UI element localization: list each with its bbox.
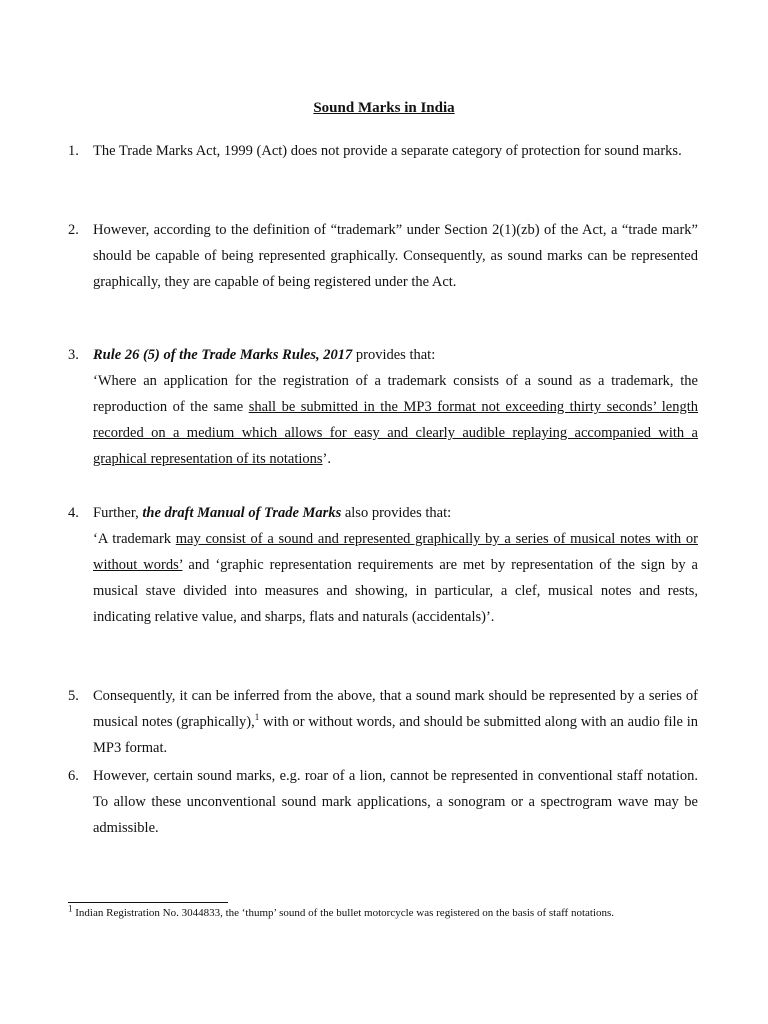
item-quote xyxy=(93,368,698,472)
item-lead xyxy=(93,342,698,368)
quote-text: ‘A trademark xyxy=(93,531,176,547)
lead-pre: Further, xyxy=(93,505,143,521)
item-quote xyxy=(93,526,698,630)
footnote-reference: 1 xyxy=(254,712,260,723)
list-item-6 xyxy=(68,763,698,841)
list-item-2 xyxy=(68,217,698,295)
item-lead xyxy=(93,500,698,526)
item-body xyxy=(93,683,698,761)
item-text: Consequently, it can be inferred from the above, that a sound mark should be represented by a series of musical notes (graphically), xyxy=(93,688,698,730)
quote-end: and ‘graphic representation requirements are met by representation of the sign by a musical stave divided into measures and showing, in particular, a clef, musical notes and rests, indicating relative value, and sharps, flats and naturals (accidentals)’. xyxy=(93,557,698,625)
rule-citation: Rule 26 (5) of the Trade Marks Rules, 2017 xyxy=(93,347,353,363)
quote-underlined: shall be submitted in the MP3 format not exceeding thirty seconds’ length recorded on a medium which allows for easy and clearly audible replaying accompanied with a graphical representation of its notations xyxy=(93,399,699,467)
manual-citation: the draft Manual of Trade Marks xyxy=(142,505,342,521)
item-text: The Trade Marks Act, 1999 (Act) does not provide a separate category of protection for sound marks. xyxy=(93,143,682,159)
page-title: Sound Marks in India xyxy=(313,100,455,116)
footnote-marker: 1 xyxy=(68,903,73,914)
footnote-divider xyxy=(68,902,228,903)
quote-text: ‘Where an application for the registration of a trademark consists of a sound as a trademark, the reproduction of the same xyxy=(93,373,698,415)
quote-end: ’. xyxy=(322,451,331,467)
lead-text: also provides that: xyxy=(341,505,452,521)
item-number: 6. xyxy=(68,768,79,784)
footnote-text: Indian Registration No. 3044833, the ‘thump’ sound of the bullet motorcycle was registered on the basis of staff notations. xyxy=(72,907,615,919)
item-number: 5. xyxy=(68,688,79,704)
item-number: 4. xyxy=(68,505,79,521)
list-item-3 xyxy=(68,342,698,472)
item-text-cont: with or without words, and should be submitted along with an audio file in MP3 format. xyxy=(93,714,699,756)
item-number: 2. xyxy=(68,222,79,238)
item-number: 1. xyxy=(68,143,79,159)
lead-text: provides that: xyxy=(352,347,436,363)
list-item-5 xyxy=(68,683,698,761)
footnote xyxy=(68,903,698,921)
list-item-1 xyxy=(68,138,698,164)
quote-underlined: may consist of a sound and represented graphically by a series of musical notes with or without words’ xyxy=(93,531,698,573)
list-item-4 xyxy=(68,500,698,630)
item-body xyxy=(93,342,698,472)
item-text: However, according to the definition of “trademark” under Section 2(1)(zb) of the Act, a “trade mark” should be capable of being represented graphically. Consequently, as sound marks can be represented graphically, they are capable of being registered under the Act. xyxy=(93,222,698,290)
item-body xyxy=(93,500,698,630)
item-number: 3. xyxy=(68,347,79,363)
item-text: However, certain sound marks, e.g. roar of a lion, cannot be represented in conventional staff notation. To allow these unconventional sound mark applications, a sonogram or a spectrogram wave may be admissible. xyxy=(93,768,698,836)
